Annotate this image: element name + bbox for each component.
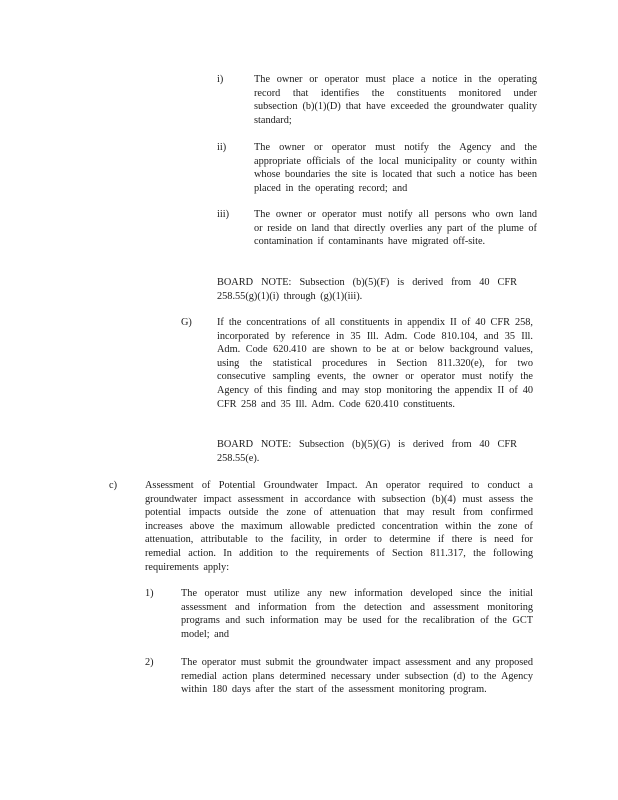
roman-item-text: The owner or operator must place a notice in the operating record that identifies the constituents monitored under subsection (b)(1)(D) that have exceeded the groundwater quality standard; [254, 74, 537, 126]
numbered-item-marker: 2) [145, 657, 154, 668]
section-c-text: Assessment of Potential Groundwater Impact. An operator required to conduct a groundwater impact assessment in accordance with subsection (b)(4) must assess the potential impacts outside the zone of attenuation that may result from confirmed increases above the maximum allowable predicted concentration within the zone of attenuation, attributable to the facility, in order to determine if there is need for remedial action. In addition to the requirements of Section 811.317, the following requirements apply: [145, 480, 533, 573]
numbered-item-text: The operator must submit the groundwater impact assessment and any proposed remedial action plans determined necessary under subsection (d) to the Agency within 180 days after the start of the assessment monitoring program. [181, 657, 533, 696]
numbered-item-text: The operator must utilize any new information developed since the initial assessment and information from the detection and assessment monitoring programs and such information may be used for the recalibration of the GCT model; and [181, 588, 533, 640]
item-g-text: If the concentrations of all constituents in appendix II of 40 CFR 258, incorporated by reference in 35 Ill. Adm. Code 810.104, and 35 Ill. Adm. Code 620.410 are shown to be at or below background values, using the statistical procedures in Section 811.320(e), for two consecutive sampling events, the owner or operator must notify the Agency of this finding and may stop monitoring the appendix II of 40 CFR 258 and 35 Ill. Adm. Code 620.410 constituents. [217, 317, 533, 410]
section-c-marker: c) [109, 480, 117, 491]
roman-item-marker: ii) [217, 142, 227, 153]
roman-item-marker: i) [217, 74, 224, 85]
board-note-f: BOARD NOTE: Subsection (b)(5)(F) is derived from 40 CFR 258.55(g)(1)(i) through (g)(1)(iii). [217, 277, 517, 302]
numbered-item-marker: 1) [145, 588, 154, 599]
item-g-marker: G) [181, 317, 192, 328]
roman-item-text: The owner or operator must notify the Agency and the appropriate officials of the local municipality or county within whose boundaries the site is located that such a notice has been placed in the operating record; and [254, 142, 537, 194]
board-note-g: BOARD NOTE: Subsection (b)(5)(G) is derived from 40 CFR 258.55(e). [217, 439, 517, 464]
roman-item-text: The owner or operator must notify all persons who own land or reside on land that directly overlies any part of the plume of contamination if contaminants have migrated off-site. [254, 209, 537, 248]
roman-item-marker: iii) [217, 209, 230, 220]
